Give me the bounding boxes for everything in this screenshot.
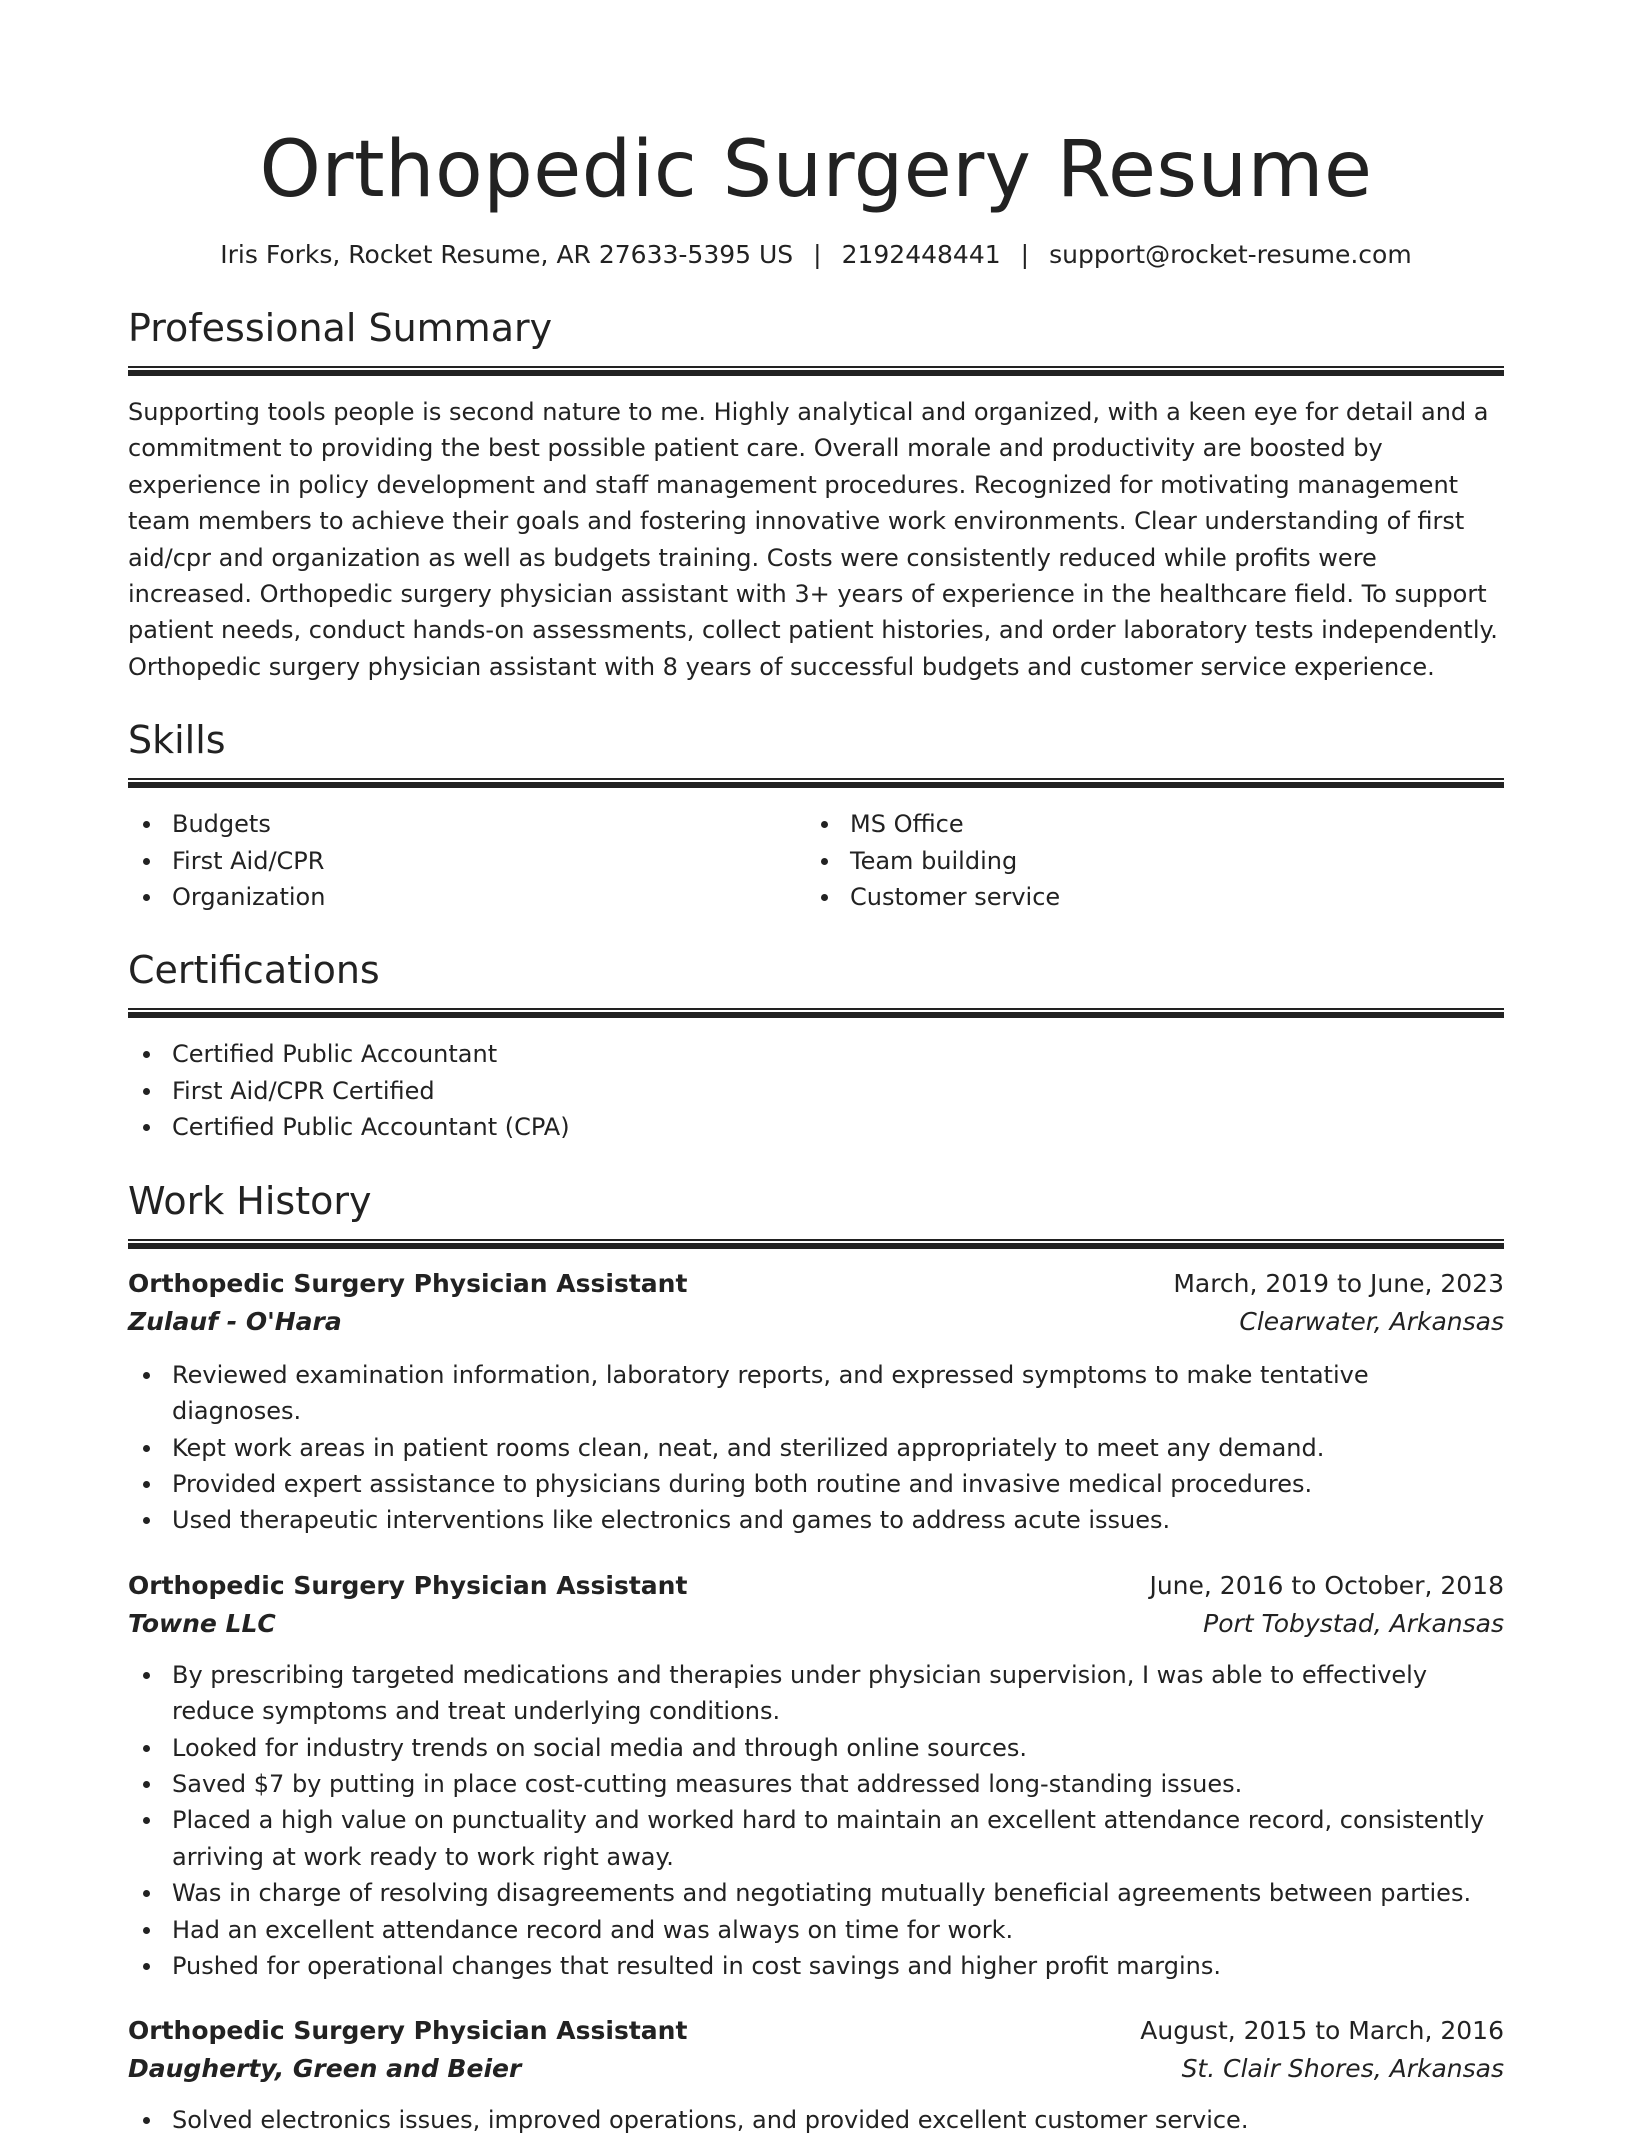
job-dates: March, 2019 to June, 2023	[1173, 1268, 1504, 1298]
contact-phone: 2192448441	[841, 240, 1001, 269]
resume-title: Orthopedic Surgery Resume	[259, 125, 1373, 215]
contact-separator: |	[1020, 240, 1030, 269]
skill-item: Team building	[806, 843, 1484, 879]
contact-separator: |	[813, 240, 822, 269]
job-bullets	[128, 2102, 1504, 2138]
job-subheader	[128, 1605, 1504, 1643]
job-bullet: Looked for industry trends on social media and through online sources.	[128, 1730, 1504, 1766]
section-divider	[128, 1239, 1504, 1249]
skill-item: Customer service	[806, 879, 1484, 915]
job-dates: August, 2015 to March, 2016	[1140, 2016, 1504, 2046]
skills-section	[128, 716, 1504, 915]
skills-list-left	[128, 806, 806, 915]
job-bullet: Kept work areas in patient rooms clean, neat, and sterilized appropriately to meet any demand.	[128, 1430, 1504, 1466]
summary-text: Supporting tools people is second nature to me. Highly analytical and organized, with a keen eye for detail and a commitment to providing the best possible patient care. Overall morale and productivity are boosted by experience in policy development and staff management procedures. Recognized for motivating management team members to achieve their goals and fostering innovative work environments. Clear understanding of first aid/cpr and organization as well as budgets training. Costs were consistently reduced while profits were increased. Orthopedic surgery physician assistant with 3+ years of experience in the healthcare field. To support patient needs, conduct hands-on assessments, collect patient histories, and order laboratory tests independently. Orthopedic surgery physician assistant with 8 years of successful budgets and customer service experience.	[128, 398, 1498, 681]
skill-item: MS Office	[806, 806, 1484, 842]
job-bullet: Provided expert assistance to physicians during both routine and invasive medical procedures.	[128, 1466, 1504, 1502]
job-location: St. Clair Shores, Arkansas	[1181, 2054, 1504, 2084]
job-bullet: Placed a high value on punctuality and worked hard to maintain an excellent attendance record, consistently arriving at work ready to work right away.	[128, 1802, 1504, 1875]
job-bullets	[128, 1657, 1504, 1985]
summary-heading: Professional Summary	[128, 306, 553, 350]
section-divider	[128, 778, 1504, 788]
section-divider	[128, 366, 1504, 376]
job-bullet: Used therapeutic interventions like electronics and games to address acute issues.	[128, 1502, 1504, 1538]
job-header	[128, 2012, 1504, 2050]
job-location: Clearwater, Arkansas	[1239, 1306, 1504, 1336]
job-bullet: By prescribing targeted medications and therapies under physician supervision, I was able to effectively reduce symptoms and treat underlying conditions.	[128, 1657, 1504, 1730]
skills-heading: Skills	[128, 718, 226, 763]
job-dates: June, 2016 to October, 2018	[1149, 1570, 1504, 1600]
job-bullet: Solved electronics issues, improved operations, and provided excellent customer service.	[128, 2102, 1504, 2138]
job-subheader	[128, 1303, 1504, 1341]
skills-list-right	[806, 806, 1484, 915]
job-entry	[128, 1567, 1504, 1985]
job-company: Towne LLC	[128, 1608, 276, 1638]
contact-address: Iris Forks, Rocket Resume, AR 27633-5395 US	[220, 240, 794, 269]
certification-item: Certified Public Accountant	[128, 1036, 1504, 1072]
job-bullet: Pushed for operational changes that resulted in cost savings and higher profit margins.	[128, 1948, 1504, 1984]
certification-item: Certified Public Accountant (CPA)	[128, 1109, 1504, 1145]
certifications-section	[128, 946, 1504, 1145]
job-subheader	[128, 2050, 1504, 2088]
job-bullet: Saved $7 by putting in place cost-cutting measures that addressed long-standing issues.	[128, 1766, 1504, 1802]
job-bullet: Had an excellent attendance record and was always on time for work.	[128, 1912, 1504, 1948]
job-bullet: Reviewed examination information, laboratory reports, and expressed symptoms to make tentative diagnoses.	[128, 1357, 1504, 1430]
certification-item: First Aid/CPR Certified	[128, 1073, 1504, 1109]
summary-section	[128, 304, 1504, 685]
job-title: Orthopedic Surgery Physician Assistant	[128, 1268, 688, 1298]
job-bullet: Was in charge of resolving disagreements and negotiating mutually beneficial agreements between parties.	[128, 1875, 1504, 1911]
job-header	[128, 1265, 1504, 1303]
skill-item: Organization	[128, 879, 806, 915]
skills-grid	[128, 806, 1504, 915]
job-bullets	[128, 1357, 1504, 1539]
work-history-section	[128, 1177, 1504, 2139]
job-entry	[128, 1265, 1504, 1539]
job-title: Orthopedic Surgery Physician Assistant	[128, 1570, 688, 1600]
job-location: Port Tobystad, Arkansas	[1203, 1608, 1504, 1638]
job-company: Zulauf - O'Hara	[128, 1306, 342, 1336]
job-title: Orthopedic Surgery Physician Assistant	[128, 2016, 688, 2046]
section-divider	[128, 1008, 1504, 1018]
contact-email: support@rocket-resume.com	[1049, 240, 1412, 269]
skill-item: Budgets	[128, 806, 806, 842]
skill-item: First Aid/CPR	[128, 843, 806, 879]
certifications-heading: Certifications	[128, 948, 380, 993]
work-history-heading: Work History	[128, 1178, 372, 1223]
job-header	[128, 1567, 1504, 1605]
job-entry	[128, 2012, 1504, 2138]
job-company: Daugherty, Green and Beier	[128, 2054, 522, 2084]
certifications-list	[128, 1036, 1504, 1145]
contact-line	[128, 238, 1504, 272]
